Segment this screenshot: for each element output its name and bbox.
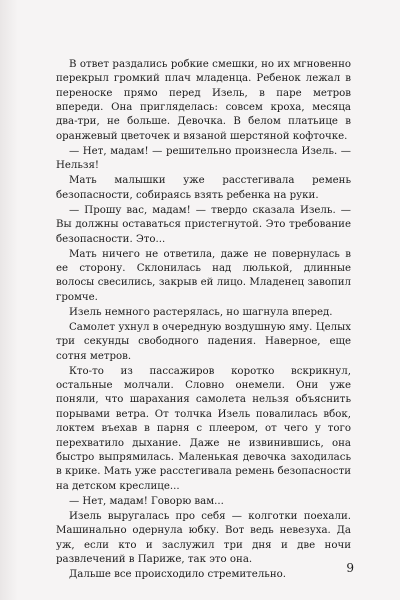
paragraph-2: — Нет, мадам! — решительно произнесла Изель. — Нельзя!	[56, 145, 351, 172]
paragraph-7: Самолет ухнул в очередную воздушную яму. Целых три секунды свободного падения. Наверное, еще сотня метров.	[56, 321, 351, 362]
paragraph-11: Дальше все происходило стремительно.	[69, 569, 286, 580]
paragraph-9: — Нет, мадам! Говорю вам...	[69, 495, 224, 507]
paragraph-4: — Прошу вас, мадам! — твердо сказала Изель. — Вы должны оставаться пристегнутой. Это требование безопасности. Это...	[56, 204, 351, 245]
paragraph-3: Мать малышки уже расстегивала ремень безопасности, собираясь взять ребенка на руки.	[56, 175, 351, 201]
text-column	[56, 58, 351, 582]
paragraph-5: Мать ничего не ответила, даже не повернулась в ее сторону. Склонилась над люлькой, длинные волосы свесились, закрыв ей лицо. Младенец завопил громче.	[56, 248, 351, 303]
page-number: 9	[346, 561, 354, 575]
paragraph-1: В ответ раздались робкие смешки, но их мгновенно перекрыл громкий плач младенца. Ребенок лежал в переноске прямо перед Изель, в паре метров впереди. Она пригляделась: совсем кроха, месяца два-три, не больше. Девочка. В белом платьице в оранжевый цветочек и вязаной шерстяной кофточке.	[56, 59, 351, 142]
page-gutter-shadow	[0, 0, 18, 600]
paragraph-8: Кто-то из пассажиров коротко вскрикнул, остальные молчали. Словно онемели. Они уже поняли, что шарахания самолета нельзя объяснить порывами ветра. От толчка Изель повалилась вбок, локтем въехав в парня с плеером, от чего у того перехватило дыхание. Даже не извинившись, она быстро выпрямилась. Маленькая девочка заходилась в крике. Мать уже расстегивала ремень безопасности на детском креслице...	[56, 365, 351, 492]
paragraph-10: Изель выругалась про себя — колготки поехали. Машинально одернула юбку. Вот ведь невезуха. Да уж, если кто и заслужил три дня и две ночи развлечений в Париже, так это она.	[56, 510, 351, 565]
paragraph-6: Изель немного растерялась, но шагнула вперед.	[69, 306, 333, 318]
